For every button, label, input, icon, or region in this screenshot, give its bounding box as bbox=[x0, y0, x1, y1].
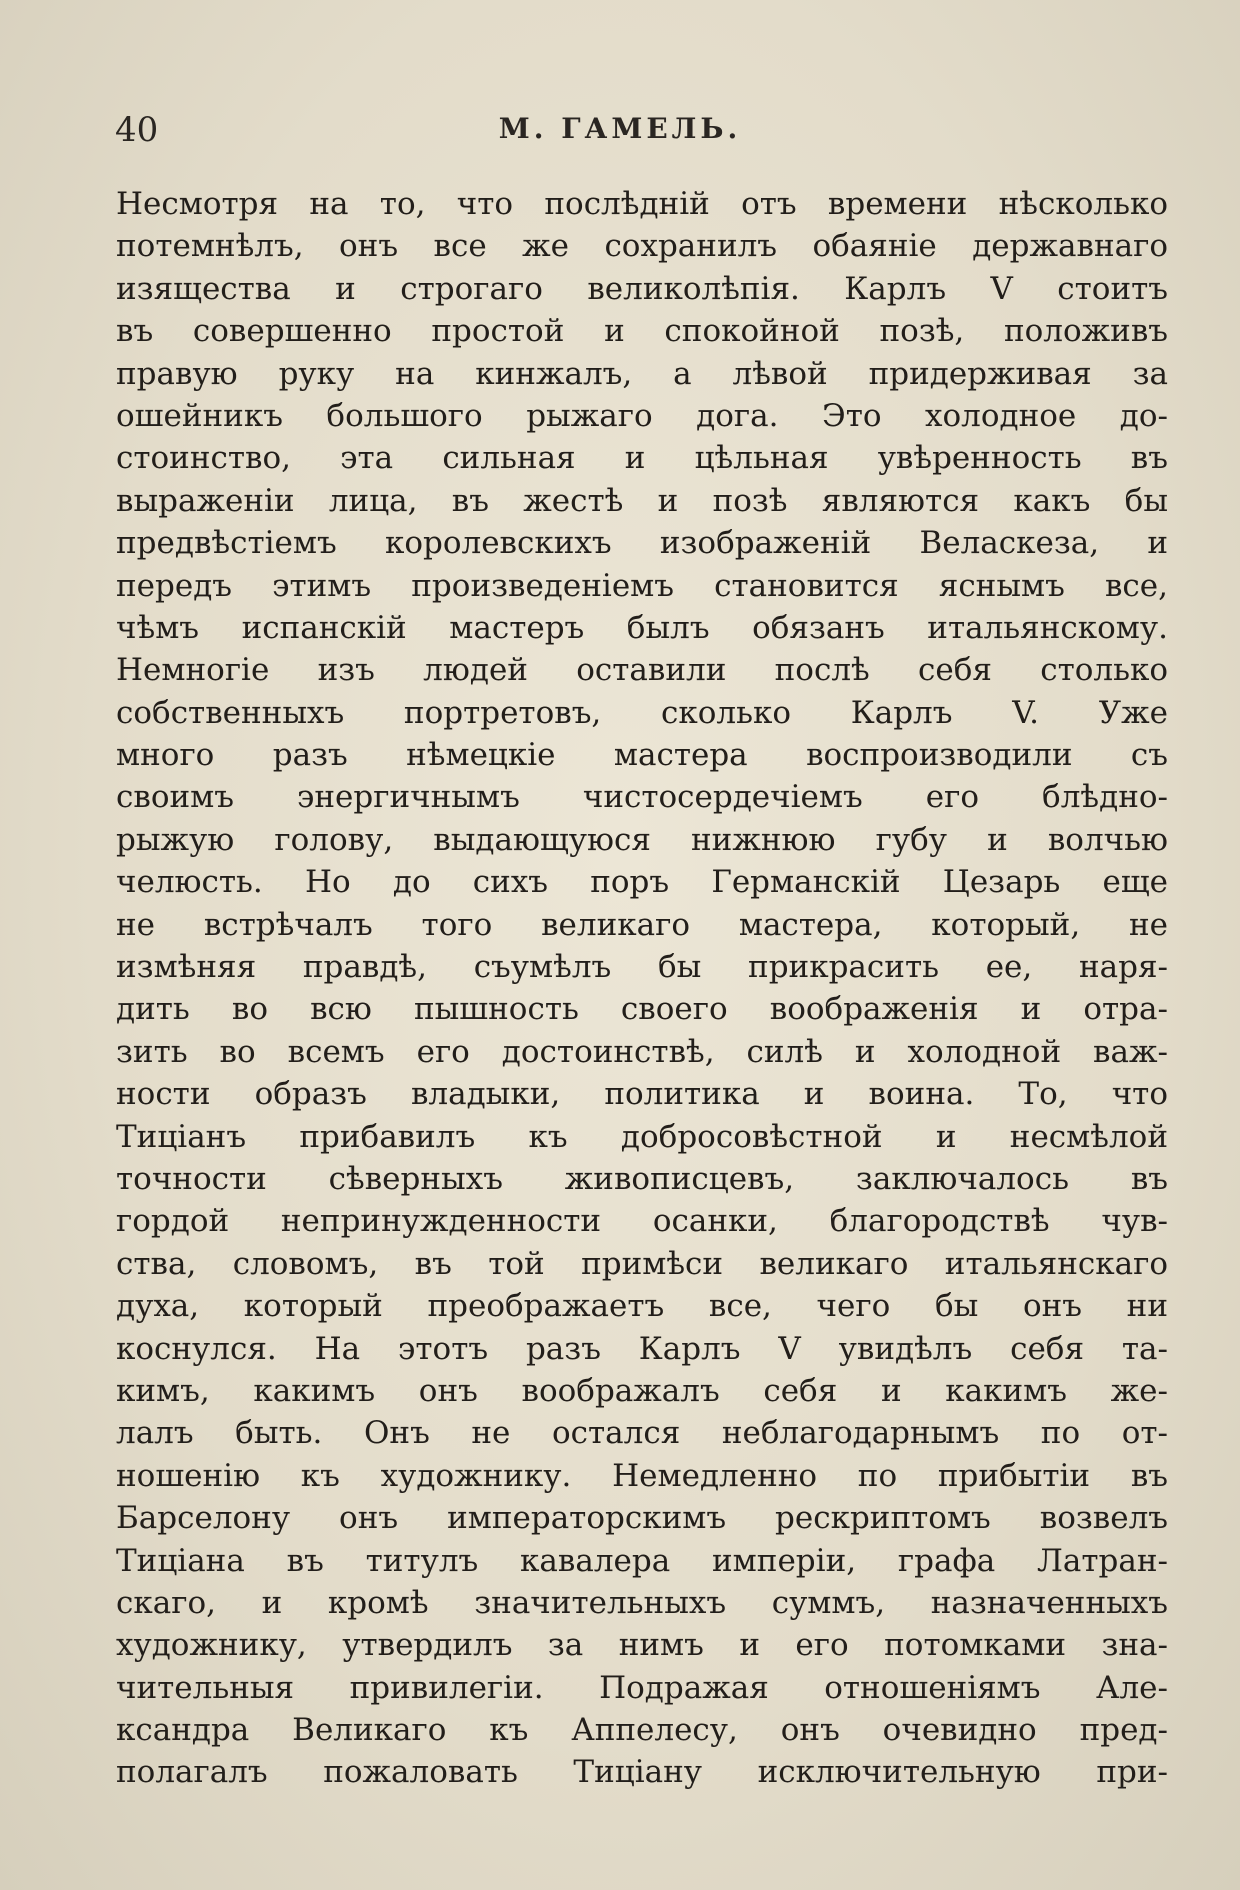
body-text bbox=[116, 183, 1168, 1794]
text-line: полагалъ пожаловать Тицiану исключительную при- bbox=[116, 1754, 1168, 1791]
text-line: Барселону онъ императорскимъ рескриптомъ возвелъ bbox=[116, 1500, 1168, 1537]
text-line: ксандра Великаго къ Аппелесу, онъ очевидно пред- bbox=[116, 1712, 1168, 1749]
text-line: дить во всю пышность своего воображенiя и отра- bbox=[116, 991, 1168, 1028]
text-line: коснулся. На этотъ разъ Карлъ V увидѣлъ себя та- bbox=[116, 1330, 1168, 1367]
text-line: скаго, и кромѣ значительныхъ суммъ, назначенныхъ bbox=[116, 1584, 1168, 1621]
text-line: ношенiю къ художнику. Немедленно по прибытiи въ bbox=[116, 1457, 1168, 1494]
text-line: Немногiе изъ людей оставили послѣ себя столько bbox=[116, 652, 1168, 689]
text-line: Тицiанъ прибавилъ къ добросовѣстной и несмѣлой bbox=[116, 1118, 1168, 1155]
text-line: выраженiи лица, въ жестѣ и позѣ являются какъ бы bbox=[116, 482, 1168, 519]
text-line: въ совершенно простой и спокойной позѣ, положивъ bbox=[116, 313, 1168, 350]
text-line: ства, словомъ, въ той примѣси великаго итальянскаго bbox=[116, 1245, 1168, 1282]
text-line: чѣмъ испанскiй мастеръ былъ обязанъ итальянскому. bbox=[116, 609, 1168, 646]
text-line: передъ этимъ произведенiемъ становится яснымъ все, bbox=[116, 567, 1168, 604]
text-line: Несмотря на то, что послѣднiй отъ времени нѣсколько bbox=[116, 186, 1168, 222]
text-line: Тицiана въ титулъ кавалера имперiи, графа Латран- bbox=[116, 1542, 1168, 1579]
text-line: своимъ энергичнымъ чистосердечiемъ его блѣдно- bbox=[116, 779, 1168, 816]
text-line: много разъ нѣмецкiе мастера воспроизводили съ bbox=[116, 737, 1168, 774]
text-line: чительныя привилегiи. Подражая отношенiямъ Але- bbox=[116, 1669, 1168, 1706]
page-number: 40 bbox=[115, 110, 159, 150]
text-line: ности образъ владыки, политика и воина. То, что bbox=[116, 1076, 1168, 1113]
text-line: зить во всемъ его достоинствѣ, силѣ и холодной важ- bbox=[116, 1033, 1168, 1070]
text-line: стоинство, эта сильная и цѣльная увѣренность въ bbox=[116, 440, 1168, 477]
text-line: собственныхъ портретовъ, сколько Карлъ V. Уже bbox=[116, 694, 1168, 731]
text-line: гордой непринужденности осанки, благородствѣ чув- bbox=[116, 1203, 1168, 1240]
text-line: духа, который преображаетъ все, чего бы онъ ни bbox=[116, 1288, 1168, 1325]
text-line: ошейникъ большого рыжаго дога. Это холодное до- bbox=[116, 397, 1168, 434]
text-line: не встрѣчалъ того великаго мастера, который, не bbox=[116, 906, 1168, 943]
text-line: изящества и строгаго великолѣпiя. Карлъ V стоитъ bbox=[116, 270, 1168, 307]
running-title: М. ГАМЕЛЬ. bbox=[498, 112, 742, 145]
text-line: точности сѣверныхъ живописцевъ, заключалось въ bbox=[116, 1160, 1168, 1197]
text-line: потемнѣлъ, онъ все же сохранилъ обаянiе державнаго bbox=[116, 228, 1168, 265]
text-line: лалъ быть. Онъ не остался неблагодарнымъ по от- bbox=[116, 1415, 1168, 1452]
text-line: рыжую голову, выдающуюся нижнюю губу и волчью bbox=[116, 821, 1168, 858]
text-line: художнику, утвердилъ за нимъ и его потомками зна- bbox=[116, 1627, 1168, 1664]
text-line: измѣняя правдѣ, съумѣлъ бы прикрасить ее, наря- bbox=[116, 949, 1168, 986]
text-line: правую руку на кинжалъ, а лѣвой придерживая за bbox=[116, 355, 1168, 392]
text-line: кимъ, какимъ онъ воображалъ себя и какимъ же- bbox=[116, 1372, 1168, 1409]
text-line: челюсть. Но до сихъ поръ Германскiй Цезарь еще bbox=[116, 864, 1168, 901]
text-line: предвѣстiемъ королевскихъ изображенiй Веласкеза, и bbox=[116, 525, 1168, 562]
